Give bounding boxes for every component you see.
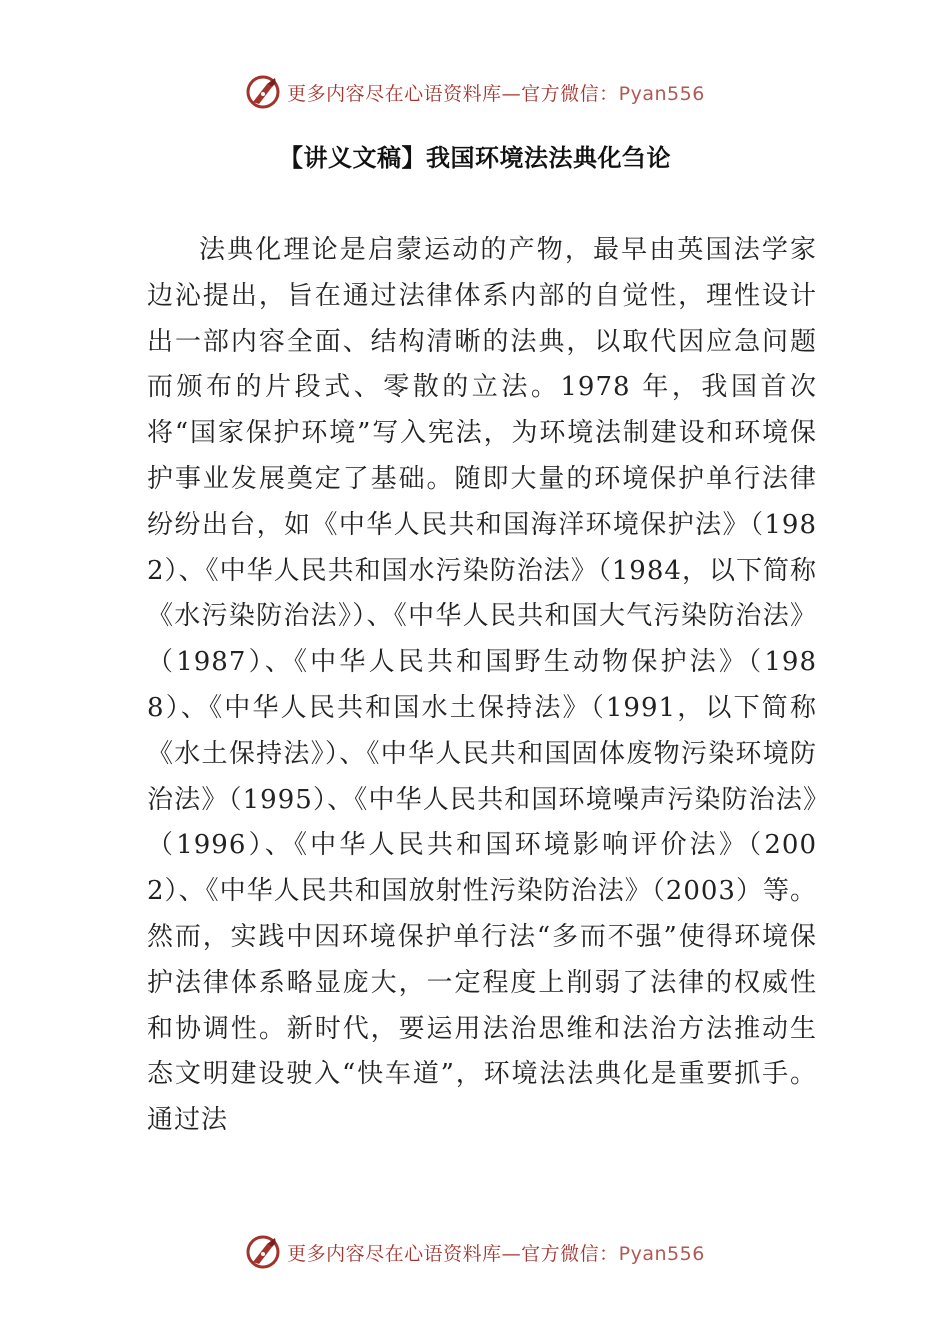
document-body-paragraph: 法典化理论是启蒙运动的产物，最早由英国法学家边沁提出，旨在通过法律体系内部的自觉性，理性设计出一部内容全面、结构清晰的法典，以取代因应急问题而颁布的片段式、零散的立法。1978 年，我国首次将“国家保护环境”写入宪法，为环境法制建设和环境保护事业发展奠定了基础。随即大量的环境保护单行法律纷纷出台，如《中华人民共和国海洋环境保护法》（1982）、《中华人民共和国水污染防治法》（1984，以下简称《水污染防治法》）、《中华人民共和国大气污染防治法》（1987）、《中华人民共和国野生动物保护法》（1988）、《中华人民共和国水土保持法》（1991，以下简称《水土保持法》）、《中华人民共和国固体废物污染环境防治法》（1995）、《中华人民共和国环境噪声污染防治法》（1996）、《中华人民共和国环境影响评价法》（2002）、《中华人民共和国放射性污染防治法》（2003）等。然而，实践中因环境保护单行法“多而不强”使得环境保护法律体系略显庞大，一定程度上削弱了法律的权威性和协调性。新时代，要运用法治思维和法治方法推动生态文明建设驶入“快车道”，环境法法典化是重要抓手。通过法 [147, 235, 817, 1136]
banner-wechat-id: Pyan556 [618, 1242, 705, 1265]
banner-text [287, 1239, 705, 1266]
pen-nib-logo-icon [245, 1234, 281, 1270]
banner-text [287, 79, 705, 106]
header-banner [0, 70, 950, 114]
banner-main-text: 更多内容尽在心语资料库—官方微信： [287, 82, 619, 105]
pen-nib-logo-icon [245, 74, 281, 110]
banner-main-text: 更多内容尽在心语资料库—官方微信： [287, 1242, 619, 1265]
document-title: 【讲义文稿】我国环境法法典化刍论 [279, 144, 671, 172]
footer-banner [0, 1230, 950, 1274]
banner-wechat-id: Pyan556 [618, 82, 705, 105]
